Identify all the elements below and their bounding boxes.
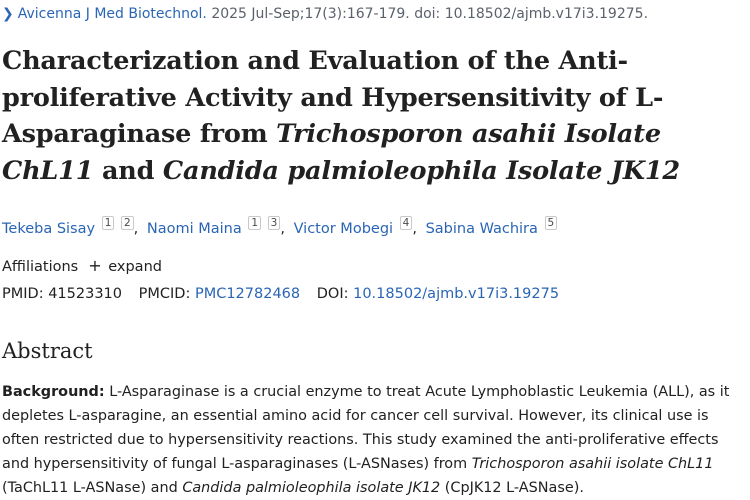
author-separator: , (280, 221, 285, 237)
author-list (2, 216, 557, 240)
affiliations-toggle[interactable] (2, 255, 162, 278)
pmcid-link[interactable]: PMC12782468 (194, 286, 301, 302)
affiliation-badge[interactable]: 1 (102, 216, 115, 230)
pmid-value: 41523310 (48, 286, 123, 302)
journal-link[interactable]: Avicenna J Med Biotechnol. (17, 6, 207, 22)
abstract-organism-1: Trichosporon asahii isolate ChL11 (471, 456, 714, 472)
abstract-organism-2: Candida palmioleophila isolate JK12 (182, 480, 441, 496)
author-link[interactable]: Sabina Wachira (425, 221, 538, 237)
author-separator: , (133, 221, 139, 237)
abstract-heading: Abstract (2, 339, 93, 363)
abstract-text-2: (TaChL11 L-ASNase) and (2, 480, 183, 496)
background-label: Background: (2, 384, 105, 400)
plus-icon[interactable]: + (88, 256, 102, 275)
title-part-1: Characterization and Evaluation of the Anti-proliferative Activity and Hypersensitivity of L-Asparaginase from (2, 46, 664, 149)
citation-details: 2025 Jul-Sep;17(3):167-179. doi: 10.18502/ajmb.v17i3.19275. (211, 6, 649, 22)
chevron-right-icon[interactable]: ❯ (2, 6, 14, 22)
pmid-label: PMID: (2, 286, 44, 302)
abstract-text-3: (CpJK12 L-ASNase). (440, 480, 584, 496)
citation-line (2, 4, 648, 24)
identifiers-row (2, 283, 559, 305)
author-link[interactable]: Victor Mobegi (293, 221, 394, 237)
affiliation-badge[interactable]: 3 (268, 216, 281, 230)
doi-label: DOI: (316, 286, 349, 302)
affiliation-badge[interactable]: 5 (545, 216, 558, 230)
affiliation-badge[interactable]: 2 (121, 216, 134, 230)
expand-label[interactable]: expand (108, 259, 162, 275)
author-link[interactable]: Naomi Maina (146, 221, 242, 237)
author-link[interactable]: Tekeba Sisay (2, 221, 96, 237)
pmcid-label: PMCID: (138, 286, 191, 302)
title-organism-2: Candida palmioleophila Isolate JK12 (162, 155, 680, 186)
affiliation-badge[interactable]: 1 (248, 216, 261, 230)
doi-link[interactable]: 10.18502/ajmb.v17i3.19275 (353, 286, 560, 302)
affiliations-label: Affiliations (2, 259, 79, 275)
title-organism-1: Trichosporon asahii Isolate ChL11 (2, 119, 661, 186)
affiliation-badge[interactable]: 4 (400, 216, 413, 230)
title-part-2: and (93, 155, 163, 186)
abstract-text-1: L-Asparaginase is a crucial enzyme to treat Acute Lymphoblastic Leukemia (ALL), as it depletes L-asparagine, an essential amino acid for cancer cell survival. However, its clinical use is often restricted due to hypersensitivity reactions. This study examined the anti-proliferative effects and hypersensitivity of fungal L-asparaginases (L-ASNases) from (2, 384, 730, 472)
author-separator: , (412, 221, 417, 237)
abstract-paragraph (2, 380, 747, 500)
article-title (2, 43, 747, 189)
